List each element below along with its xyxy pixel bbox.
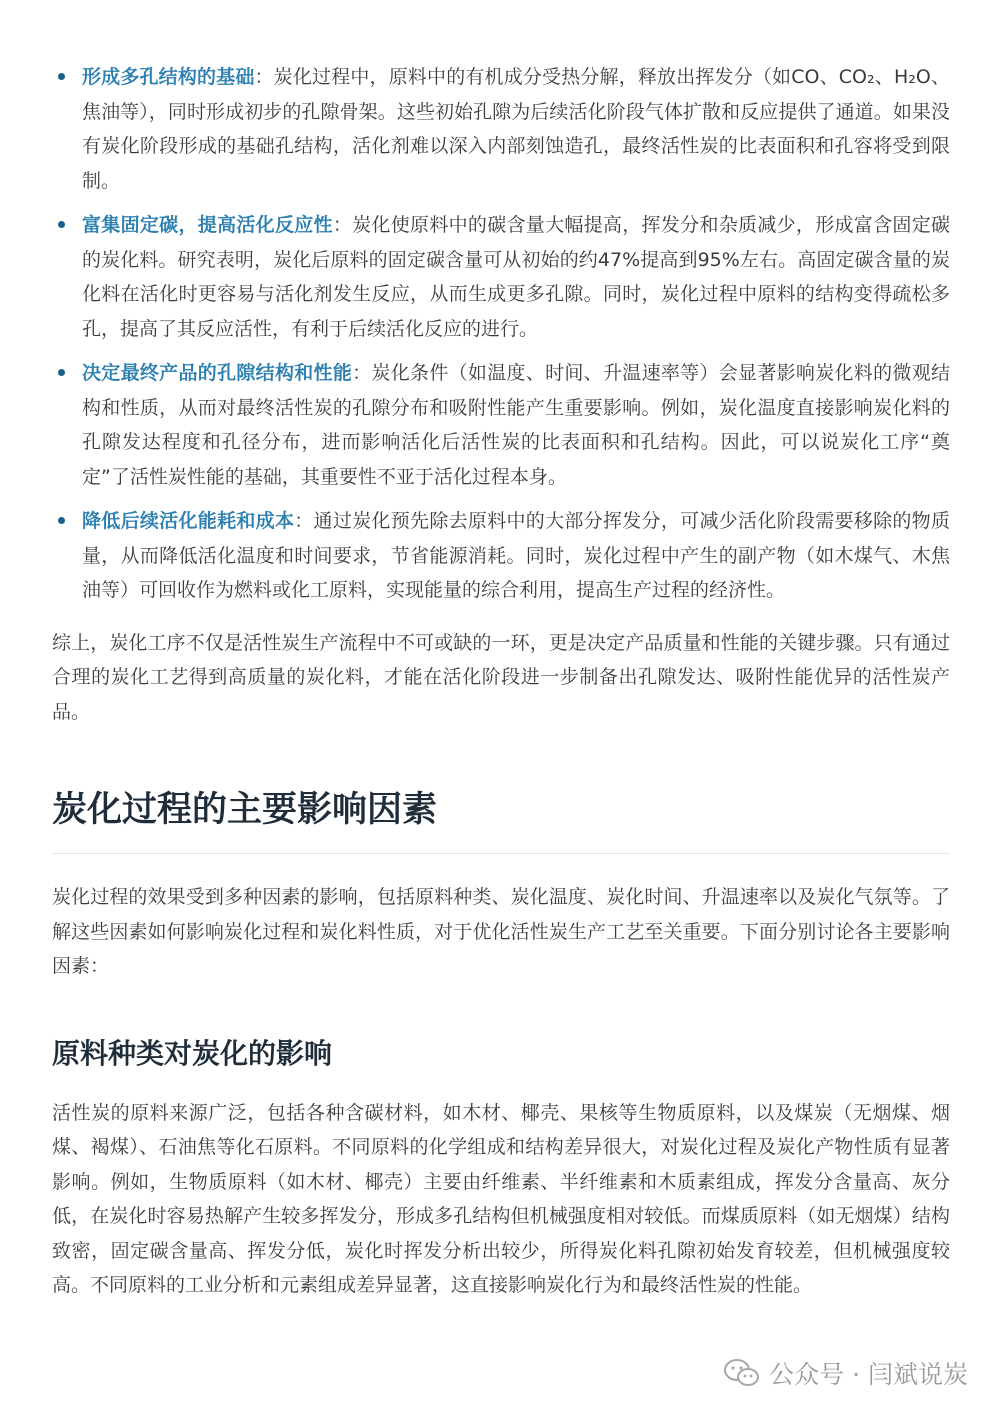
list-item (52, 208, 950, 346)
bullet-text: ：炭化过程中，原料中的有机成分受热分解，释放出挥发分（如CO、CO₂、H₂O、焦油等），同时形成初步的孔隙骨架。这些初始孔隙为后续活化阶段气体扩散和反应提供了通道。如果没有炭化阶段形成的基础孔结构，活化剂难以深入内部刻蚀造孔，最终活性炭的比表面积和孔容将受到限制。 (82, 66, 950, 192)
bullet-dot-icon (58, 369, 65, 376)
benefit-list (52, 60, 950, 608)
watermark-label: 公众号 · 闫斌说炭 (769, 1360, 968, 1389)
bullet-title: 降低后续活化能耗和成本 (82, 510, 295, 532)
watermark (723, 1355, 968, 1391)
wechat-icon (723, 1358, 761, 1388)
bullet-dot-icon (58, 73, 65, 80)
article-body (52, 60, 950, 1303)
subsection-heading: 原料种类对炭化的影响 (52, 1036, 333, 1070)
bullet-text: ：通过炭化预先除去原料中的大部分挥发分，可减少活化阶段需要移除的物质量，从而降低活化温度和时间要求，节省能源消耗。同时，炭化过程中产生的副产物（如木煤气、木焦油等）可回收作为燃料或化工原料，实现能量的综合利用，提高生产过程的经济性。 (82, 510, 950, 601)
bullet-title: 形成多孔结构的基础 (82, 66, 255, 88)
subsection-paragraph: 活性炭的原料来源广泛，包括各种含碳材料，如木材、椰壳、果核等生物质原料，以及煤炭（无烟煤、烟煤、褐煤）、石油焦等化石原料。不同原料的化学组成和结构差异很大，对炭化过程及炭化产物性质有显著影响。例如，生物质原料（如木材、椰壳）主要由纤维素、半纤维素和木质素组成，挥发分含量高、灰分低，在炭化时容易热解产生较多挥发分，形成多孔结构但机械强度相对较低。而煤质原料（如无烟煤）结构致密，固定碳含量高、挥发分低，炭化时挥发分析出较少，所得炭化料孔隙初始发育较差，但机械强度较高。不同原料的工业分析和元素组成差异显著，这直接影响炭化行为和最终活性炭的性能。 (52, 1101, 950, 1296)
summary-paragraph: 综上，炭化工序不仅是活性炭生产流程中不可或缺的一环，更是决定产品质量和性能的关键步骤。只有通过合理的炭化工艺得到高质量的炭化料，才能在活化阶段进一步制备出孔隙发达、吸附性能优异的活性炭产品。 (52, 631, 950, 723)
bullet-text: ：炭化使原料中的碳含量大幅提高，挥发分和杂质减少，形成富含固定碳的炭化料。研究表明，炭化后原料的固定碳含量可从初始的约47%提高到95%左右。高固定碳含量的炭化料在活化时更容易与活化剂发生反应，从而生成更多孔隙。同时，炭化过程中原料的结构变得疏松多孔，提高了其反应活性，有利于后续活化反应的进行。 (82, 214, 950, 340)
list-item (52, 60, 950, 198)
bullet-dot-icon (58, 221, 65, 228)
list-item (52, 504, 950, 608)
section-intro-paragraph: 炭化过程的效果受到多种因素的影响，包括原料种类、炭化温度、炭化时间、升温速率以及炭化气氛等。了解这些因素如何影响炭化过程和炭化料性质，对于优化活性炭生产工艺至关重要。下面分别讨论各主要影响因素： (52, 886, 950, 977)
bullet-title: 决定最终产品的孔隙结构和性能 (82, 362, 353, 384)
bullet-dot-icon (58, 517, 65, 524)
section-heading: 炭化过程的主要影响因素 (52, 785, 950, 854)
list-item (52, 356, 950, 494)
bullet-text: ：炭化条件（如温度、时间、升温速率等）会显著影响炭化料的微观结构和性质，从而对最终活性炭的孔隙分布和吸附性能产生重要影响。例如，炭化温度直接影响炭化料的孔隙发达程度和孔径分布，进而影响活化后活性炭的比表面积和孔结构。因此，可以说炭化工序“奠定”了活性炭性能的基础，其重要性不亚于活化过程本身。 (82, 362, 950, 488)
bullet-title: 富集固定碳，提高活化反应性 (82, 214, 333, 236)
